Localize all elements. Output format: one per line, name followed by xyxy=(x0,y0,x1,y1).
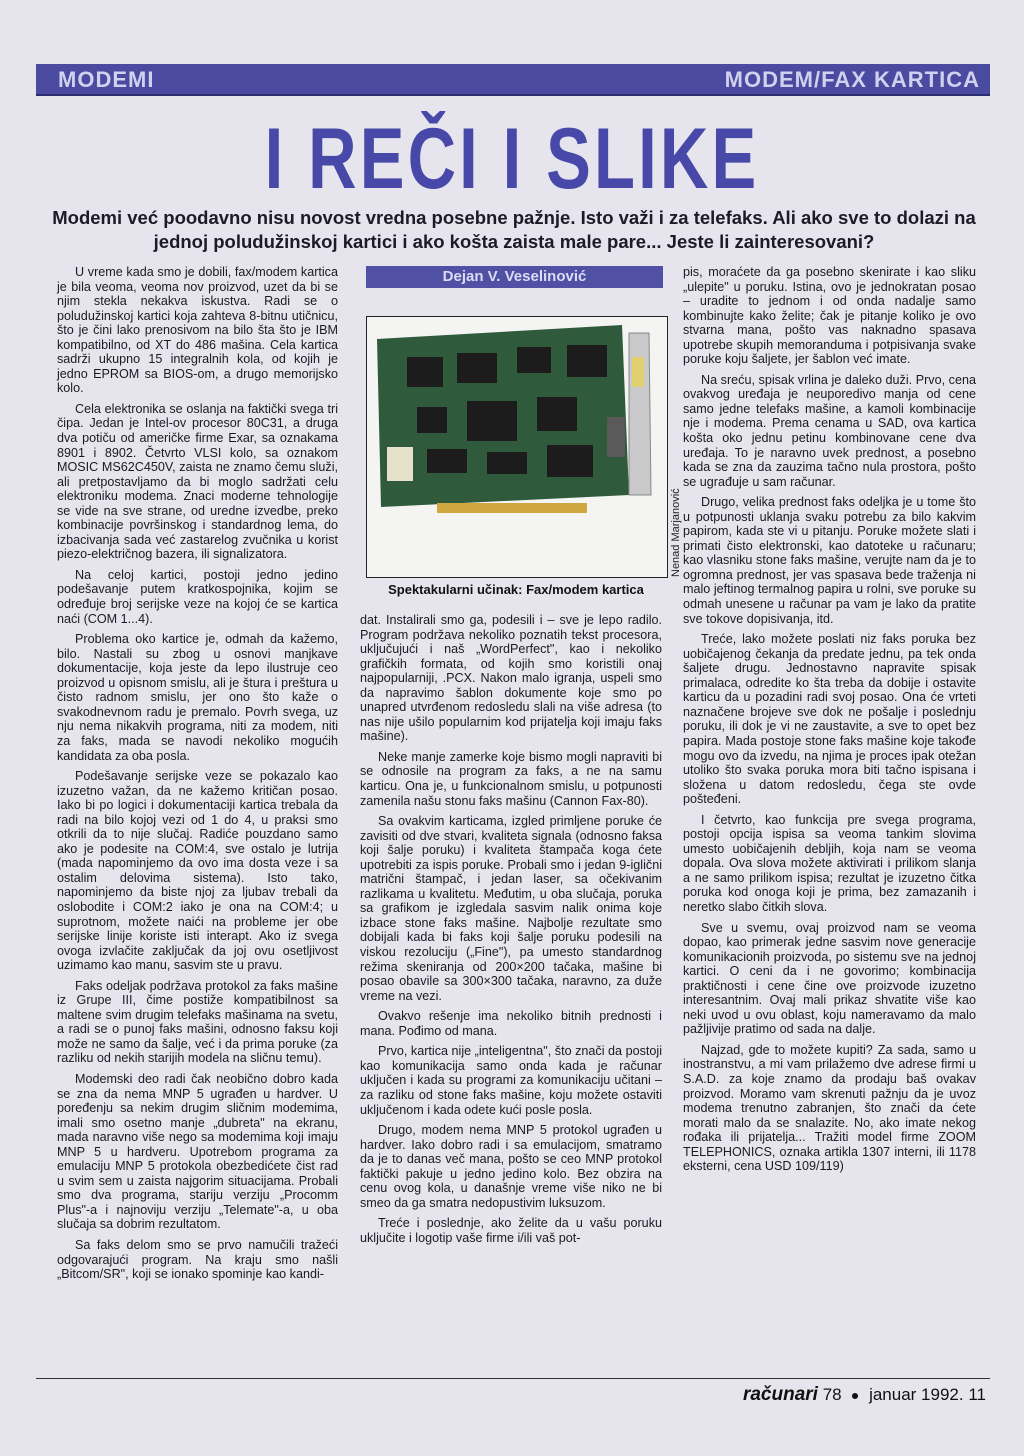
paragraph: Faks odeljak podržava protokol za faks mašine iz Grupe III, čime postiže kompatibilnost sa maltene svim drugim telefaks mašinama na svetu, a radi se o punoj faks mašini, odnosno faksu koji može ne samo da šalje, već i da prima poruke (za razliku od nekih starijih modela na sličnu temu). xyxy=(57,978,338,1066)
paragraph: Neke manje zamerke koje bismo mogli napraviti bi se odnosile na program za faks, a ne na samu karticu. Ona je, u funkcionalnom smislu, u potpunosti zamenila našu stonu faks mašinu (Cannon Fax-80). xyxy=(360,749,662,808)
paragraph: Cela elektronika se oslanja na faktički svega tri čipa. Jedan je Intel-ov procesor 80C31, a druga dva potiču od američke firme Exar, sa oznakama 8901 i 8902. Četvrto VLSI kolo, sa oznakom MOSIC MS62C450V, zaista ne znamo čemu služi, ali pretpostavljamo da bi moglo sadržati celu elektroniku modema. Znaci moderne tehnologije se vide na sve strane, od uredne izvedbe, preko kombinacije površinskog i standardnog lema, do izbacivanja sada već zastarelog zvučnika u korist piezo-električnog bazera, ili signalizatora. xyxy=(57,401,338,562)
paragraph: pis, moraćete da ga posebno skenirate i kao sliku „ulepite" u poruku. Istina, ovo je jednokratan posao – uradite to jednom i od onda nadalje samo kombinujte kako želite; čak je pitanje koliko je ovo stvarna mana, pošto vas naknadno spasava upotrebe skupih memoranduma i potpisivanja svake poruke koju šaljete, jer šablon već imate. xyxy=(683,265,976,367)
section-label-left: MODEMI xyxy=(58,67,155,92)
paragraph: Sa faks delom smo se prvo namučili tražeći odgovarajući program. Na kraju smo našli „Bitcom/SR", koji se ionako spominje kao kandi- xyxy=(57,1238,338,1282)
paragraph: Sa ovakvim karticama, izgled primljene poruke će zavisiti od dve stvari, kvaliteta signala (odnosno faksa koji šalje poruku) i kvaliteta štampača koga ćete upotrebiti za ispis poruke. Probali smo i jedan 9-iglični matrični štampač, i jedan laser, sa očekivanim razlikama u kvalitetu. Međutim, u oba slučaja, poruka sa grafikom je izgledala sasvim nalik onima koje izbace stone faks mašine. Najbolje rezultate smo dobijali kada bi faks koji šalje poruku podesili na viskou rezoluciju („Fine"), pa umesto standardnog režima skeniranja od 200×200 tačaka, mašine bi posao obavile sa 300×300 tačaka, naravno, za duže vreme na vezi. xyxy=(360,814,662,1003)
paragraph: Sve u svemu, ovaj proizvod nam se veoma dopao, kao primerak jedne sasvim nove generacije komunikacionih proizvoda, po sistemu sve na jednoj kartici. O ceni da i ne govorimo; kombinacija praktičnosti i cene čine ove proizvode izuzetno interesantnim. Ovaj mali prikaz shvatite više kao neki uvod u ovu oblast, koju nameravamo da malo pažljivije pratimo od sada na dalje. xyxy=(683,920,976,1037)
product-photo xyxy=(366,316,668,578)
paragraph: I četvrto, kao funkcija pre svega programa, postoji opcija ispisa sa veoma tankim slovima umesto uobičajenih debljih, koja nam se veoma dopala. Ova slova možete aktivirati i prilikom slanja a ne samo prilikom ispisa; rezultat je izuzetno čitka poruka kod onoga koji je prima, bez zamazanih i neretko slabo čitkih slova. xyxy=(683,812,976,914)
paragraph: Problema oko kartice je, odmah da kažemo, bilo. Nastali su zbog u osnovi manjkave dokumentacije, koja jeste da lepo ilustruje ceo proizvod u opisnom smislu, ali je štura i preštura u čisto radnom smislu, jer ono što kaže o svakodnevnom radu je premalo. Povrh svega, uz nju nema nikakvih programa, niti za modem, niti za faks, mada se navodi nekoliko mogućih kandidata za oba posla. xyxy=(57,632,338,763)
paragraph: Podešavanje serijske veze se pokazalo kao izuzetno važan, da ne kažemo kritičan posao. Iako bi po logici i dokumentaciji kartica trebala da radi na bilo kojoj vezi od 1 do 4, u praksi smo otkrili da to nije slučaj. Radiće pouzdano samo ako je podesite na COM:4, sve ostalo je lutrija (mada napominjemo da ovo ima dosta veze i sa ostalim delovima sistema). Isto tako, napominjemo da biste njoj za ljubav trebali da oslobodite i COM:2 iako je ona na COM:4; u suprotnom, možete naići na probleme jer obe serijske linije koriste isti interapt. Ako iz svega ovoga izvlačite zaključak da joj ovu osetljivost uzimamo kao manu, sasvim ste u pravu. xyxy=(57,769,338,973)
issue-number: 78 xyxy=(822,1385,842,1404)
paragraph: dat. Instalirali smo ga, podesili i – sve je lepo radilo. Program podržava nekoliko poznatih tekst procesora, uključujući i naš „WordPerfect", kao i nekoliko grafičkih formata, od kojih smo koristili onaj najpopularniji, .PCX. Nakon malo igranja, uspeli smo da napravimo šablon dokumente koje smo po unapred utvrđenom redosledu slali na više adresa (to nas nije ušilo popularnim kod prijatelja koji imaju faks mašine). xyxy=(360,613,662,744)
photo-credit: Nenad Marjanović xyxy=(670,488,682,577)
page-footer xyxy=(743,1384,986,1406)
text-column-2 xyxy=(360,613,662,1251)
magazine-name: računari xyxy=(742,1384,818,1405)
paragraph: U vreme kada smo je dobili, fax/modem kartica je bila veoma, veoma nov proizvod, uzet da bi se njim stekla nekakva iskustva. Radi se o poludužinskoj kartici koja zahteva 8-bitnu utičnicu, što je čini lako prenosivom na bilo šta što je IBM kompatibilno, od XT do 486 mašina. Cela kartica sadrži ukupno 15 integralnih kola, od kojih je jedno EPROM sa BIOS-om, a drugo memorijsko kolo. xyxy=(57,265,338,396)
paragraph: Najzad, gde to možete kupiti? Za sada, samo u inostranstvu, a mi vam prilažemo dve adrese firmi u S.A.D. za koje znamo da prodaju baš ovakav proizvod. Moramo vam skrenuti pažnju da je uvoz modema trenutno zabranjen, što znači da ćete morati malo da se snalazite. No, ako imate nekog rođaka ili prijatelja... Tražiti model firme ZOOM TELEPHONICS, oznaka artikla 1307 interni, ili 1178 eksterni, cena USD 109/119) xyxy=(683,1042,976,1174)
article-headline: I REČI I SLIKE xyxy=(264,111,760,207)
paragraph: Na celoj kartici, postoji jedno jedino podešavanje putem kratkospojnika, kojim se određuje broj serijske veze na kojoj će se kartica naći (COM 1...4). xyxy=(57,567,338,626)
fax-modem-card-image xyxy=(367,317,667,577)
text-column-3 xyxy=(683,265,976,1180)
paragraph: Treće, lako možete poslati niz faks poruka bez uobičajenog čekanja da predate jednu, pa tek onda šaljete drugu. Jednostavno napravite spisak primalaca, odredite ko šta treba da dobije i ostavite karticu da u pozadini radi svoj posao. Ona će vrteti naznačene brojeve sve dok ne pošalje i poslednju poruku, ili dok je vi ne zaustavite, a sve to opet bez papira. Mada postoje stone faks mašine koje takođe mogu ovo da izvedu, na njima je proces ipak otežan utoliko što svaka poruka mora biti tačno ispisana i složena u datom redosledu, čega ste ovde pošteđeni. xyxy=(683,632,976,807)
paragraph: Drugo, velika prednost faks odeljka je u tome što u potpunosti uklanja svaku potrebu za bilo kakvim papirom, kada ste vi u pitanju. Poruke možete slati i primati čisto elektronski, kao datoteke u računaru; kao vlasniku stone faks mašine, verujte nam da je to ogromna prednost, jer vas spasava bede traženja ni malo jeftinog termalnog papira u rolni, sve poruke su odmah unesene u računar pa vam je lako da pratite sve tokove dopisivanja, itd. xyxy=(683,495,976,626)
paragraph: Drugo, modem nema MNP 5 protokol ugrađen u hardver. Iako dobro radi i sa emulacijom, smatramo da je to danas več mana, pošto se ceo MNP protokol faktički pakuje u jedno jedino kolo. Bez obzira na cenu ovog kola, u današnje vreme više niko ne bi smeo da ga smatra nedopustivim luksuzom. xyxy=(360,1123,662,1210)
bullet-icon xyxy=(852,1393,858,1399)
article-lead: Modemi već poodavno nisu novost vredna posebne pažnje. Isto važi i za telefaks. Ali ako sve to dolazi na jednoj poludužinskoj kartici i ako košta zaista male pare... Jeste li zainteresovani? xyxy=(52,207,976,252)
section-label-right: MODEM/FAX KARTICA xyxy=(724,67,980,92)
paragraph: Prvo, kartica nije „inteligentna", što znači da postoji kao komunikacija samo onda kada je računar uključen i kada su programi za komunikaciju učitani – za razliku od stone faks mašine, koju možete ostaviti uključenom i kada odete kući posle posla. xyxy=(360,1044,662,1117)
paragraph: Treće i poslednje, ako želite da u vašu poruku uključite i logotip vaše firme i/ili vaš pot- xyxy=(360,1216,662,1245)
footer-rule xyxy=(36,1378,990,1379)
issue-date: januar 1992. xyxy=(869,1385,964,1404)
text-column-1 xyxy=(57,265,338,1288)
paragraph: Modemski deo radi čak neobično dobro kada se zna da nema MNP 5 ugrađen u hardver. U poređenju sa nekim drugim sličnim modemima, imali smo osetno manje „dubreta" na ekranu, mada naravno više nego sa modemima koji imaju MNP 5 u hardveru. Upotrebom programa za emulaciju MNP 5 protokola obezbedićete čist rad u svim sem u zaista najgorim situacijama. Probali smo dva programa, stariju verziju „Procomm Plus"-a i najnoviju verziju „Telemate"-a, u oba slučaja sa dobrim rezultatom. xyxy=(57,1071,338,1232)
author-byline: Dejan V. Veselinović xyxy=(366,266,663,288)
paragraph: Na sreću, spisak vrlina je daleko duži. Prvo, cena ovakvog uređaja je neuporedivo manja od cene samo jedne telefaks mašine, a kamoli kombinacije nje i modema. Prema cenama u SAD, ova kartica košta oko jednu petinu kombinovane cene dva uređaja. To je naravno uvek prednost, a posebno kada se zna da zauzima tačno nula prostora, pošto se ugrađuje u sam računar. xyxy=(683,372,976,489)
section-banner xyxy=(36,64,990,96)
paragraph: Ovakvo rešenje ima nekoliko bitnih prednosti i mana. Pođimo od mana. xyxy=(360,1009,662,1038)
photo-caption: Spektakularni učinak: Fax/modem kartica xyxy=(388,582,644,597)
page-number: 11 xyxy=(968,1385,986,1404)
